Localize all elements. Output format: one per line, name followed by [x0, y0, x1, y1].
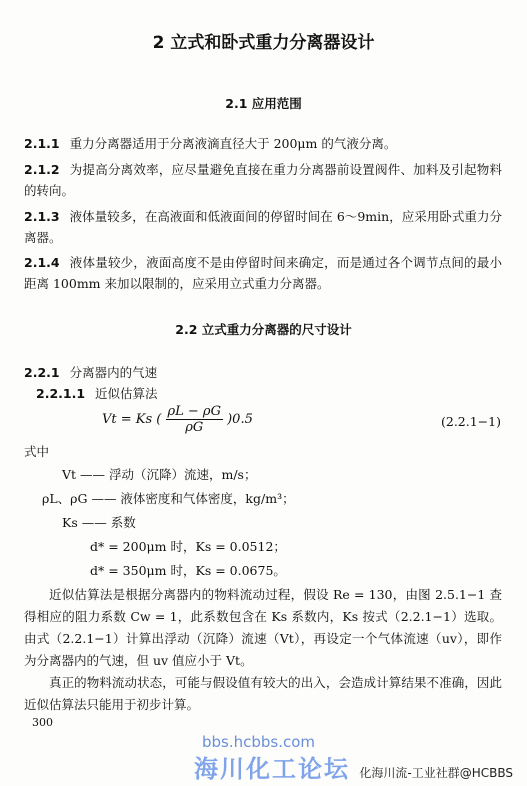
- where-label: 式中: [24, 444, 50, 459]
- formula-2-2-1-1: [102, 404, 253, 435]
- clause-2-2-1-1: [36, 383, 514, 404]
- section-heading-2-1: 2.1 应用范围: [225, 96, 302, 111]
- page-number: 300: [32, 716, 53, 729]
- ks-value-200: d* = 200μm 时，Ks = 0.0512；: [90, 539, 286, 554]
- clause-text: 重力分离器适用于分离液滴直径大于 200μm 的气液分离。: [69, 136, 397, 151]
- clause-number: 2.1.1: [24, 136, 60, 151]
- body-paragraph-1: 近似估算法是根据分离器内的物料流动过程，假设 Re = 130，由图 2.5.1−1 查得相应的阻力系数 Cw = 1，此系数包含在 Ks 系数内，Ks 按式（2.2.1−1）选取。由式（2.2.1−1）计算出浮动（沉降）流速（Vt），再设定一个气体流速（uv），即作为分离器内的气速，但 uv 值应小于 Vt。: [24, 587, 502, 668]
- ks-value-350: d* = 350μm 时，Ks = 0.0675。: [90, 563, 286, 578]
- formula-denominator: ρG: [185, 420, 204, 435]
- definition-density: ρL、ρG —— 液体密度和气体密度，kg/m³；: [42, 491, 295, 506]
- clause-number: 2.1.3: [24, 209, 60, 224]
- watermark-url: bbs.hcbbs.com: [202, 733, 316, 751]
- formula-lhs: Vt = Ks (: [102, 412, 162, 427]
- formula-fraction: [166, 404, 223, 435]
- chapter-title: 2 立式和卧式重力分离器设计: [152, 33, 375, 53]
- clause-text: 液体量较少，液面高度不是由停留时间来确定，而是通过各个调节点间的最小距离 100mm 来加以限制的，应采用立式重力分离器。: [24, 255, 502, 291]
- clause-text: 液体量较多，在高液面和低液面间的停留时间在 6～9min，应采用卧式重力分离器。: [24, 209, 502, 245]
- clause-text: 为提高分离效率，应尽量避免直接在重力分离器前设置阀件、加料及引起物料的转向。: [24, 162, 502, 198]
- clause-text: 分离器内的气速: [69, 365, 158, 380]
- formula-numerator: ρL − ρG: [167, 404, 221, 419]
- clause-2-1-2: [24, 159, 502, 201]
- clause-2-2-1: [24, 362, 502, 383]
- body-paragraph-2: 真正的物料流动状态，可能与假设值有较大的出入，会造成计算结果不准确，因此近似估算法只能用于初步计算。: [24, 675, 502, 712]
- clause-2-1-1: [24, 133, 502, 154]
- clause-2-1-3: [24, 206, 502, 248]
- definition-vt: Vt —— 浮动（沉降）流速，m/s；: [62, 467, 257, 482]
- watermark-forum-name: 海川化工论坛: [194, 755, 350, 783]
- clause-2-1-4: [24, 252, 502, 294]
- watermark-community: 化海川流-工业社群@HCBBS: [359, 766, 513, 780]
- definition-ks: Ks —— 系数: [62, 515, 136, 530]
- section-heading-2-2: 2.2 立式重力分离器的尺寸设计: [175, 322, 352, 337]
- formula-rhs: )0.5: [227, 412, 253, 427]
- equation-number: (2.2.1−1): [441, 414, 501, 429]
- clause-number: 2.1.2: [24, 162, 60, 177]
- clause-number: 2.1.4: [24, 255, 60, 270]
- clause-text: 近似估算法: [95, 386, 158, 401]
- clause-number: 2.2.1: [24, 365, 60, 380]
- clause-number: 2.2.1.1: [36, 386, 86, 401]
